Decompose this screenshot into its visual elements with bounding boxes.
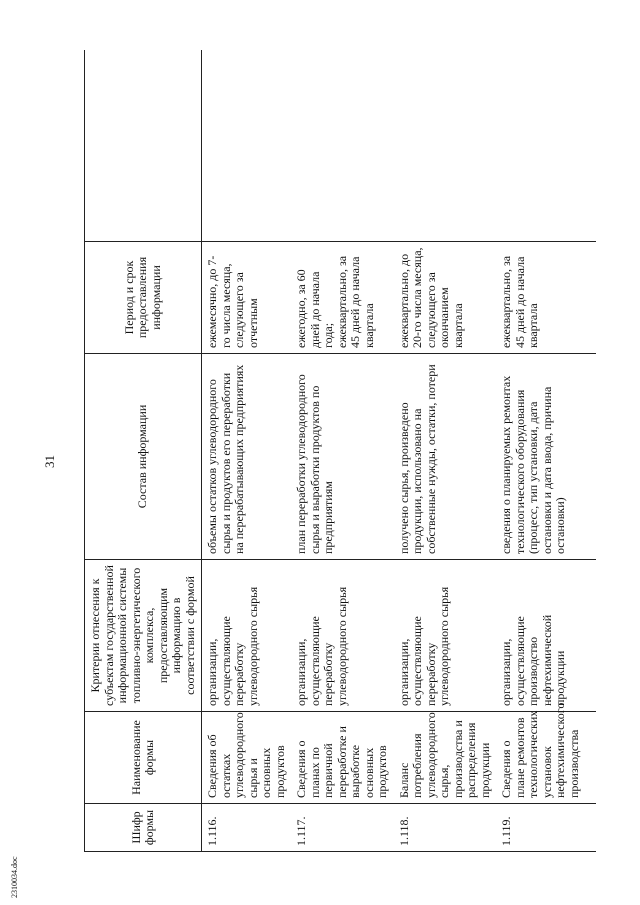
header-criteria: Критерии отнесения к субъектам государственной информационной системы топливно-энергетического комплекса, предоставляющим информацию в соответствии с формой [85,560,202,712]
cell-code: 1.117. [291,804,394,852]
cell-form-name: Сведения о планах по первичной переработке и выработке основных продуктов [291,712,394,804]
header-period: Период и срок предоставления информации [85,242,202,354]
cell-period: ежемесячно, до 7-го числа месяца, следующего за отчетным [202,242,292,354]
cell-spacer [291,50,394,242]
cell-content: план переработки углеводородного сырья и выработки продуктов по предприятиям [291,354,394,560]
cell-form-name: Сведения об остатках углеводородного сырья и основных продуктов [202,712,292,804]
cell-form-name: Сведения о плане ремонтов технологических установок нефтехимического производства [496,712,596,804]
cell-period: ежеквартально, за 45 дней до начала квартала [496,242,596,354]
forms-table-container [84,50,600,852]
table-row [291,50,394,852]
cell-form-name: Баланс потребления углеводородного сырья, производства и распределения продукции [394,712,497,804]
document-id: 2310034.doc [10,856,19,898]
cell-criteria: организации, осуществляющие производство нефтехимической продукции [496,560,596,712]
page-number: 31 [42,455,57,468]
cell-content: сведения о планируемых ремонтах технологического оборудования (процесс, тип установки, дата остановки и дата ввода, причина остановки) [496,354,596,560]
cell-period: ежеквартально, до 20-го числа месяца, следующего за окончанием квартала [394,242,497,354]
cell-code: 1.118. [394,804,497,852]
header-spacer [85,50,202,242]
header-code: Шифр формы [85,804,202,852]
cell-spacer [202,50,292,242]
cell-criteria: организации, осуществляющие переработку углеводородного сырья [202,560,292,712]
cell-content: объемы остатков углеводородного сырья и продуктов его переработки на перерабатывающих предприятиях [202,354,292,560]
cell-criteria: организации, осуществляющие переработку углеводородного сырья [291,560,394,712]
cell-spacer [496,50,596,242]
header-form-name: Наименование формы [85,712,202,804]
forms-table [84,50,596,852]
table-row [394,50,497,852]
table-row [202,50,292,852]
table-row [496,50,596,852]
header-content: Состав информации [85,354,202,560]
cell-period: ежегодно, за 60 дней до начала года; ежеквартально, за 45 дней до начала квартала [291,242,394,354]
table-header-row [85,50,202,852]
cell-spacer [394,50,497,242]
cell-code: 1.119. [496,804,596,852]
cell-code: 1.116. [202,804,292,852]
cell-content: получено сырья, произведено продукции, использовано на собственные нужды, остатки, потери [394,354,497,560]
cell-criteria: организации, осуществляющие переработку углеводородного сырья [394,560,497,712]
